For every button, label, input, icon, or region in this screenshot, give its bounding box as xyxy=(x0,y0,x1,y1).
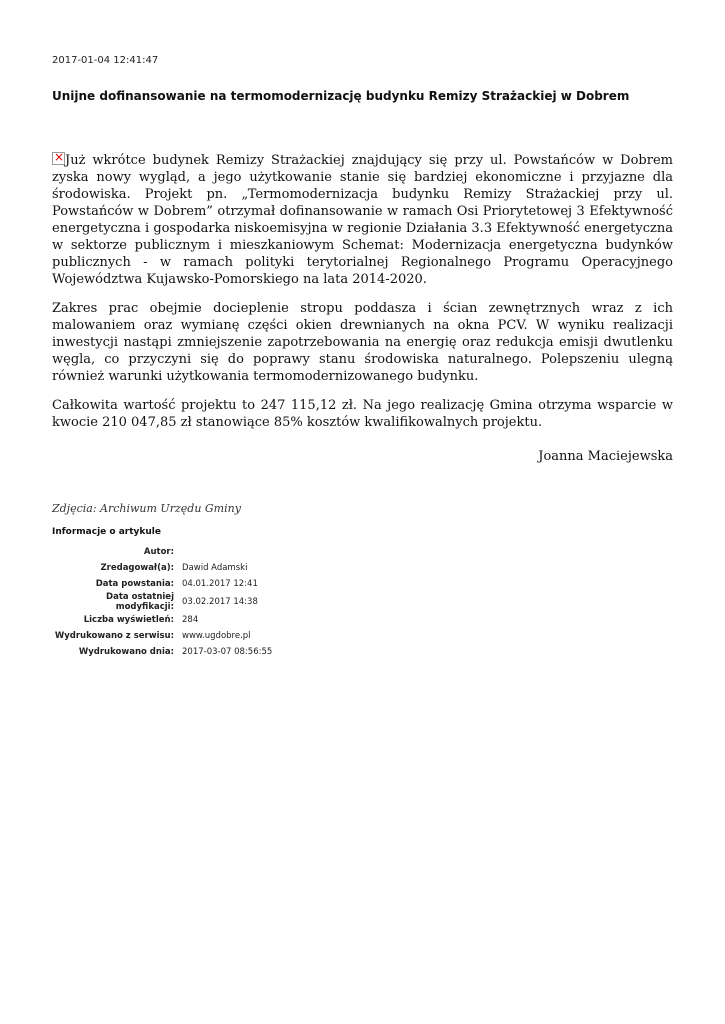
info-label: Data powstania: xyxy=(95,579,174,589)
info-value: Dawid Adamski xyxy=(182,563,248,573)
article-paragraph: Zakres prac obejmie docieplenie stropu poddasza i ścian zewnętrznych wraz z ich malowaniem oraz wymianę części okien drewnianych na okna PCV. W wyniku realizacji inwestycji nastąpi zmniejszenie zapotrzebowania na energię oraz redukcja emisji dwutlenku węgla, co przyczyni się do poprawy stanu środowiska naturalnego. Polepszeniu ulegną również warunki użytkowania termomodernizowanego budynku. xyxy=(52,301,673,384)
info-row-printed-on xyxy=(52,644,272,660)
info-value: 04.01.2017 12:41 xyxy=(182,579,258,589)
info-row-views xyxy=(52,612,272,628)
article-info-table xyxy=(52,544,272,660)
info-row-modified xyxy=(52,592,272,612)
info-heading: Informacje o artykule xyxy=(52,527,161,537)
info-label: Wydrukowano z serwisu: xyxy=(54,631,174,641)
info-value: 284 xyxy=(182,615,199,625)
info-label: Autor: xyxy=(143,547,174,557)
photos-credit: Zdjęcia: Archiwum Urzędu Gminy xyxy=(52,502,241,515)
info-row-author xyxy=(52,544,272,560)
info-value: 2017-03-07 08:56:55 xyxy=(182,647,273,657)
info-label: Data ostatniej modyfikacji: xyxy=(106,592,174,612)
info-value: 03.02.2017 14:38 xyxy=(182,597,258,607)
article-paragraph: Całkowita wartość projektu to 247 115,12 zł. Na jego realizację Gmina otrzyma wsparcie w kwocie 210 047,85 zł stanowiące 85% kosztów kwalifikowalnych projektu. xyxy=(52,398,673,430)
article-paragraph xyxy=(52,152,673,288)
info-label: Liczba wyświetleń: xyxy=(83,615,174,625)
info-row-editor xyxy=(52,560,272,576)
info-label: Zredagował(a): xyxy=(100,563,174,573)
author-signature: Joanna Maciejewska xyxy=(538,449,673,464)
info-label: Wydrukowano dnia: xyxy=(78,647,174,657)
info-row-created xyxy=(52,576,272,592)
paragraph-text: Już wkrótce budynek Remizy Strażackiej znajdujący się przy ul. Powstańców w Dobrem zyska nowy wygląd, a jego użytkowanie stanie się bardziej ekonomiczne i przyjazne dla środowiska. Projekt pn. „Termomodernizacja budynku Remizy Strażackiej przy ul. Powstańców w Dobrem” otrzymał dofinansowanie w ramach Osi Priorytetowej 3 Efektywność energetyczna i gospodarka niskoemisyjna w regionie Działania 3.3 Efektywność energetyczna w sektorze publicznym i mieszkaniowym Schemat: Modernizacja energetyczna budynków publicznych - w ramach polityki terytorialnej Regionalnego Programu Operacyjnego Województwa Kujawsko-Pomorskiego na lata 2014-2020. xyxy=(52,153,673,287)
info-value xyxy=(182,544,272,560)
article-title: Unijne dofinansowanie na termomodernizację budynku Remizy Strażackiej w Dobrem xyxy=(52,89,630,103)
article-body xyxy=(52,152,673,443)
info-value: www.ugdobre.pl xyxy=(182,631,251,641)
info-row-printed-from xyxy=(52,628,272,644)
broken-image-icon xyxy=(52,152,65,165)
print-timestamp: 2017-01-04 12:41:47 xyxy=(52,55,159,66)
